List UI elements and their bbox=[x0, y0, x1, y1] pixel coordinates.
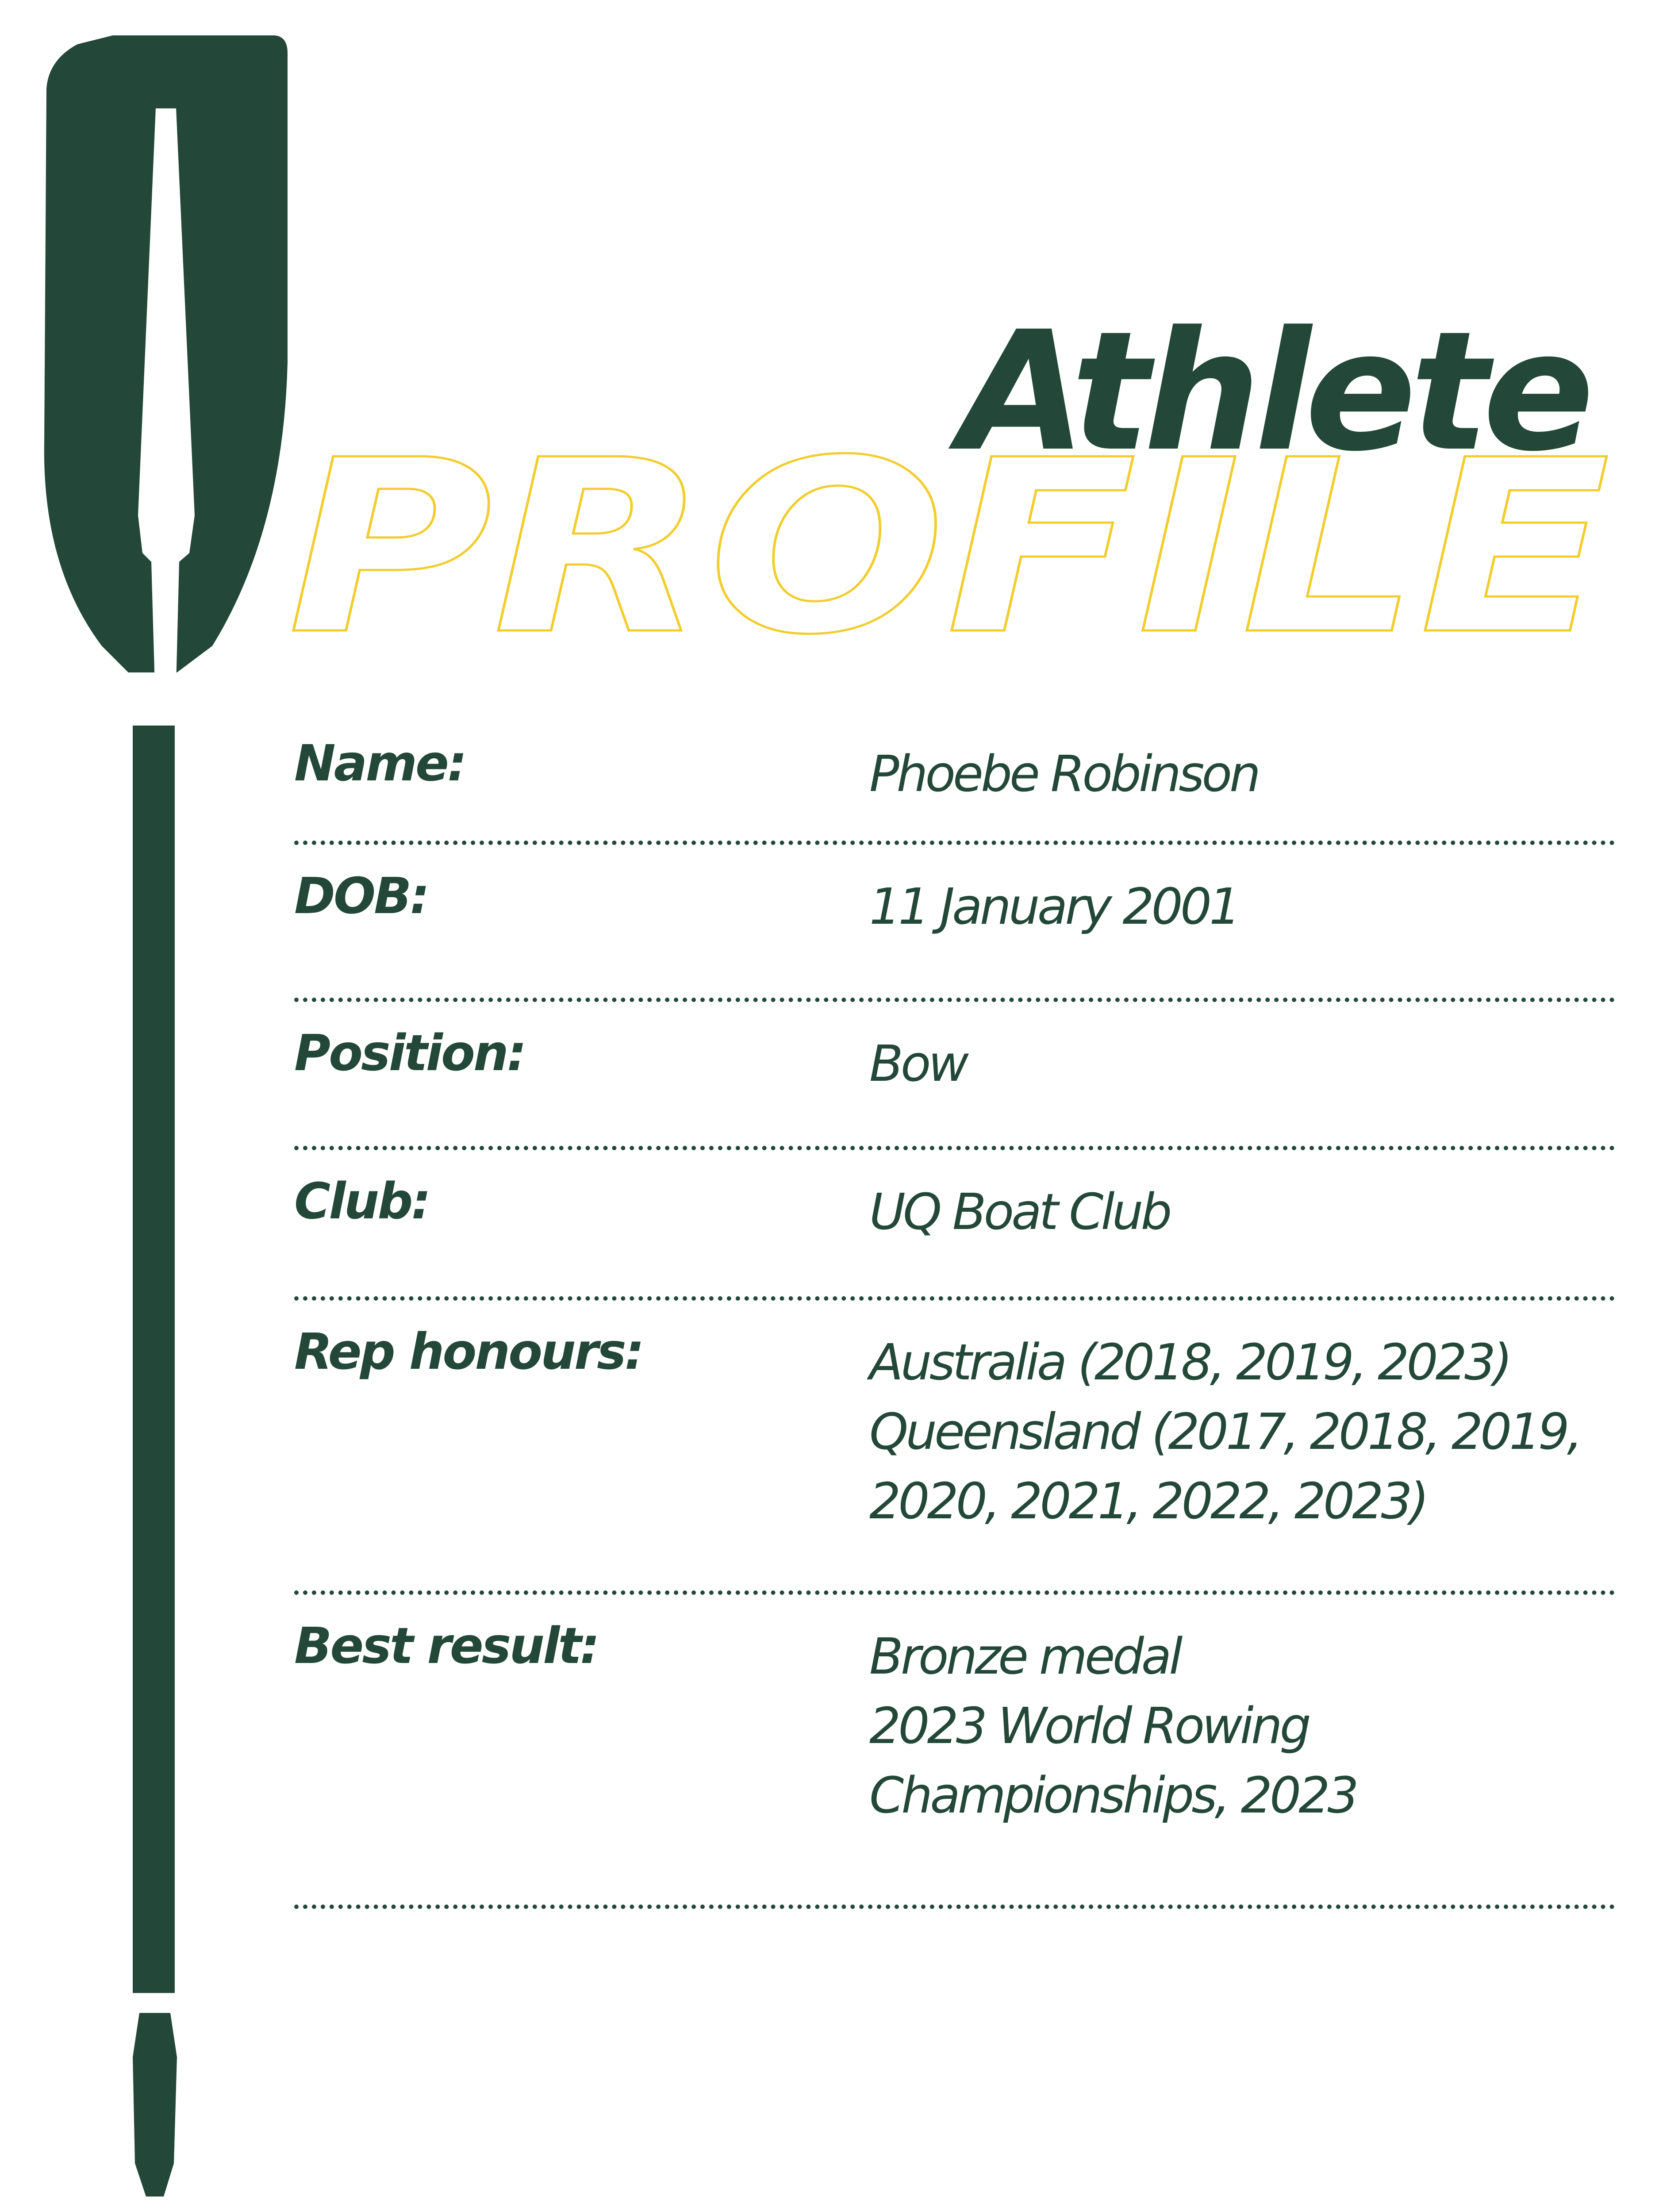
oar-handle bbox=[133, 2013, 177, 2197]
field-row-dob bbox=[294, 845, 1615, 1002]
field-row-rep-honours bbox=[294, 1301, 1615, 1595]
field-label: DOB: bbox=[294, 868, 428, 925]
field-value bbox=[869, 740, 1258, 809]
field-value-line: Championships, 2023 bbox=[869, 1767, 1356, 1824]
field-value-line: Bow bbox=[869, 1035, 966, 1093]
field-row-name bbox=[294, 712, 1615, 845]
oar-shaft bbox=[133, 726, 175, 1993]
field-value bbox=[869, 872, 1238, 942]
field-value-line: Queensland (2017, 2018, 2019, bbox=[869, 1403, 1580, 1461]
field-value bbox=[869, 1328, 1580, 1536]
field-value-line: Australia (2018, 2019, 2023) bbox=[869, 1334, 1510, 1391]
field-label: Position: bbox=[294, 1025, 525, 1082]
title-profile: PROFILE bbox=[288, 409, 1610, 664]
field-value-line: UQ Boat Club bbox=[869, 1183, 1170, 1241]
title-athlete: Athlete bbox=[959, 296, 1588, 488]
field-value-line: Phoebe Robinson bbox=[869, 745, 1258, 803]
field-label: Rep honours: bbox=[294, 1323, 643, 1381]
field-value-line: Bronze medal bbox=[869, 1628, 1180, 1686]
field-row-position bbox=[294, 1002, 1615, 1150]
field-value-line: 2023 World Rowing bbox=[869, 1697, 1309, 1755]
field-row-club bbox=[294, 1150, 1615, 1301]
field-value-line: 11 January 2001 bbox=[869, 878, 1238, 936]
field-label: Best result: bbox=[294, 1617, 598, 1675]
field-value-line: 2020, 2021, 2022, 2023) bbox=[869, 1472, 1427, 1530]
field-value bbox=[869, 1029, 966, 1099]
field-row-best-result bbox=[294, 1595, 1615, 1909]
field-value bbox=[869, 1178, 1170, 1247]
field-value bbox=[869, 1622, 1356, 1830]
profile-fields bbox=[294, 712, 1615, 1909]
field-label: Club: bbox=[294, 1173, 430, 1230]
field-label: Name: bbox=[294, 735, 465, 792]
